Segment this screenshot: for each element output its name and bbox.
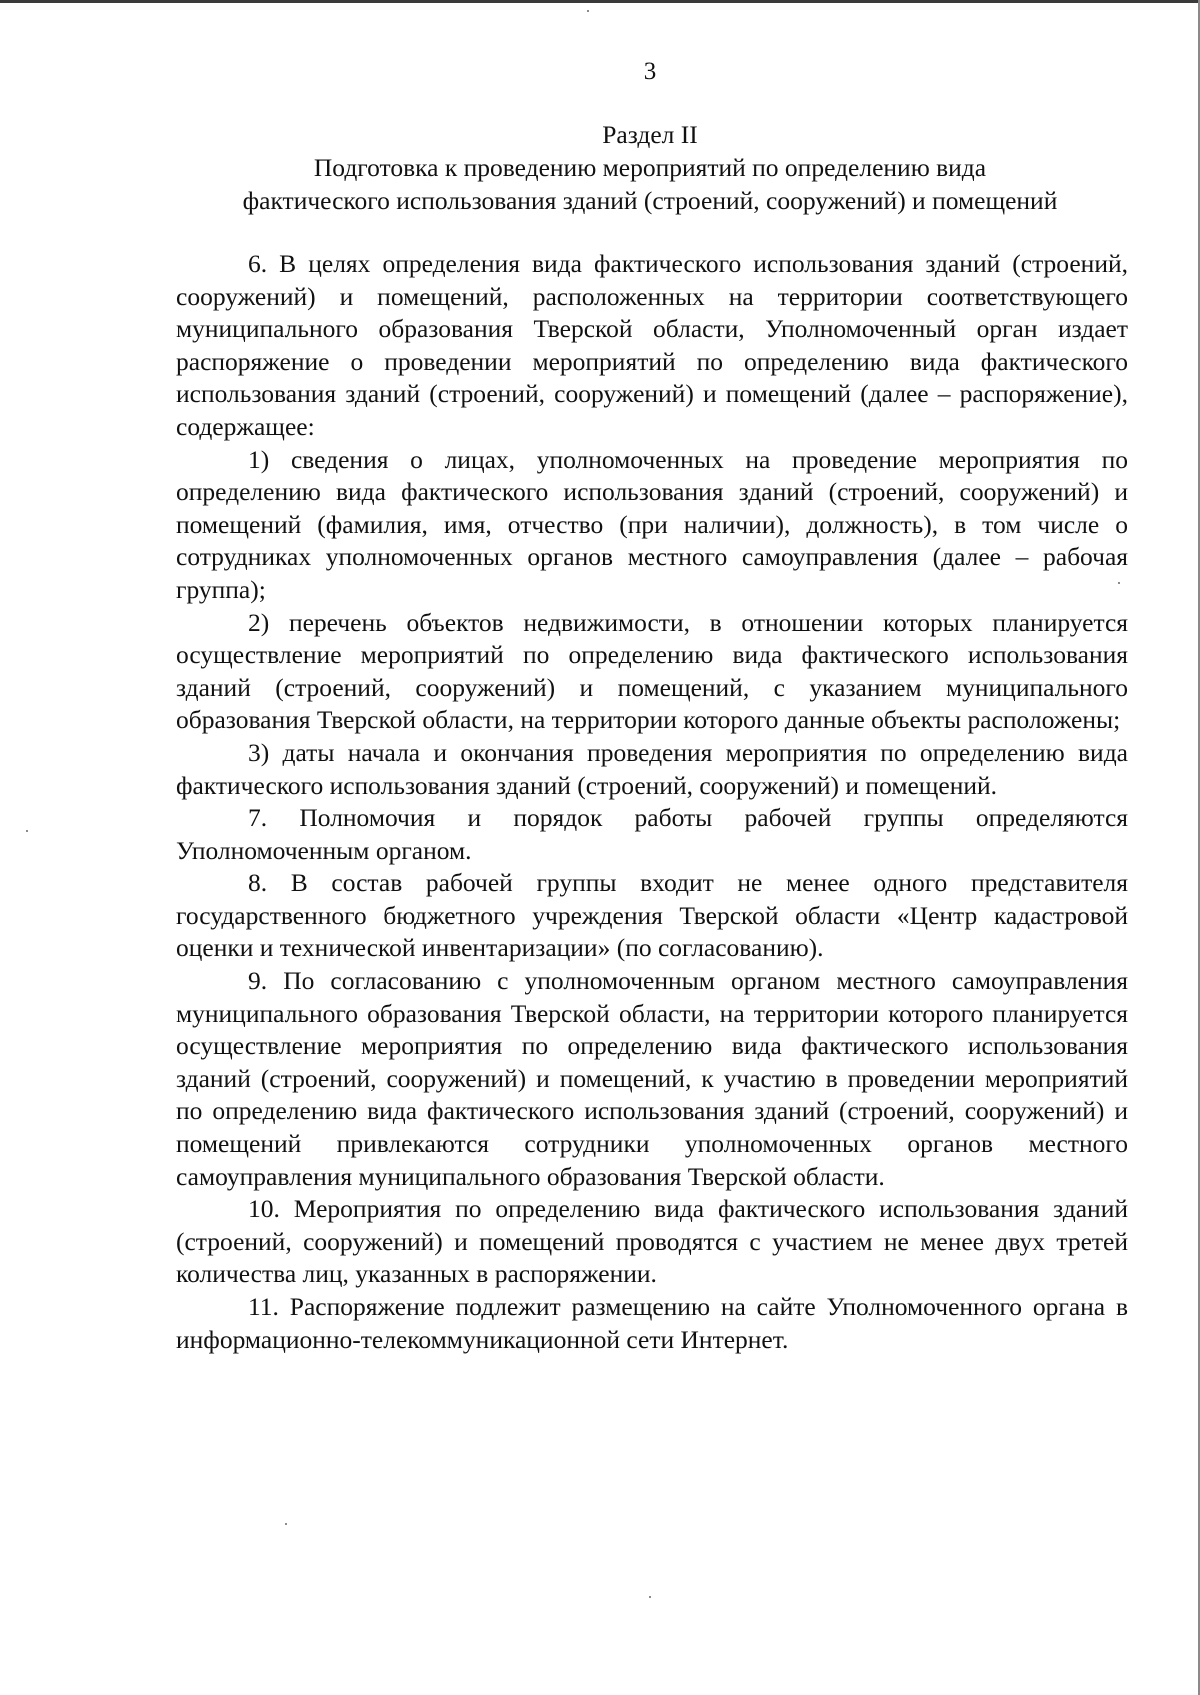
paragraph-11	[176, 1291, 1128, 1356]
paragraph-6-item-3	[176, 737, 1128, 802]
paragraph-6-item-1	[176, 444, 1128, 607]
scan-speck	[26, 830, 28, 832]
paragraph-7	[176, 802, 1128, 867]
paragraph-9	[176, 965, 1128, 1193]
paragraph-text: В целях определения вида фактического использования зданий (строений, сооружений) и помещений, расположенных на территории соответствующего муниципального образования Тверской области, Уполномоченный орган издает распоряжение о проведении мероприятий по определению вида фактического использования зданий (строений, сооружений) и помещений (далее – распоряжение), содержащее:	[176, 249, 1128, 441]
paragraph-number: 8.	[248, 868, 268, 898]
paragraph-8	[176, 867, 1128, 965]
section-subtitle-line-1: Подготовка к проведению мероприятий по определению вида	[313, 153, 987, 182]
section-title: Раздел II	[602, 120, 698, 149]
section-subtitle-line-2: фактического использования зданий (строений, сооружений) и помещений	[242, 186, 1058, 215]
paragraph-number: 6.	[248, 249, 268, 278]
paragraph-text: Распоряжение подлежит размещению на сайте Уполномоченного органа в информационно-телекоммуникационной сети Интернет.	[176, 1292, 1128, 1354]
paragraph-number: 9.	[248, 966, 268, 996]
paragraph-text: Мероприятия по определению вида фактического использования зданий (строений, сооружений) и помещений проводятся с участием не менее двух третей количества лиц, указанных в распоряжении.	[176, 1194, 1128, 1289]
paragraph-6-item-2	[176, 607, 1128, 737]
document-body	[176, 248, 1128, 1356]
paragraph-text: Полномочия и порядок работы рабочей группы определяются Уполномоченным органом.	[176, 803, 1129, 865]
page-number: 3	[643, 58, 657, 85]
scan-edge-top	[0, 0, 1200, 3]
scan-speck	[587, 10, 589, 12]
paragraph-text: даты начала и окончания проведения мероприятия по определению вида фактического использования зданий (строений, сооружений) и помещений.	[176, 737, 1128, 800]
paragraph-10	[176, 1193, 1128, 1291]
paragraph-number: 10.	[248, 1194, 280, 1224]
paragraph-number: 11.	[248, 1292, 279, 1321]
paragraph-text: перечень объектов недвижимости, в отношении которых планируется осуществление мероприятий по определению вида фактического использования зданий (строений, сооружений) и помещений, с указанием муниципального образования Тверской области, на территории которого данные объекты расположены;	[176, 607, 1128, 735]
paragraph-number: 2)	[248, 607, 270, 637]
paragraph-number: 3)	[248, 737, 270, 767]
paragraph-text: В состав рабочей группы входит не менее одного представителя государственного бюджетного учреждения Тверской области «Центр кадастровой оценки и технической инвентаризации» (по согласованию).	[176, 868, 1128, 963]
paragraph-number: 1)	[248, 444, 270, 474]
paragraph-text: сведения о лицах, уполномоченных на проведение мероприятия по определению вида фактического использования зданий (строений, сооружений) и помещений (фамилия, имя, отчество (при наличии), должность), в том числе о сотрудниках уполномоченных органов местного самоуправления (далее – рабочая группа);	[176, 444, 1128, 604]
paragraph-6	[176, 248, 1128, 444]
scan-speck	[649, 1596, 651, 1598]
scan-speck	[285, 1523, 287, 1525]
section-header	[150, 118, 1150, 217]
scan-speck	[1118, 582, 1120, 584]
paragraph-number: 7.	[248, 803, 268, 833]
paragraph-text: По согласованию с уполномоченным органом местного самоуправления муниципального образования Тверской области, на территории которого планируется осуществление мероприятия по определению вида фактического использования зданий (строений, сооружений) и помещений, к участию в проведении мероприятий по определению вида фактического использования зданий (строений, сооружений) и помещений привлекаются сотрудники уполномоченных органов местного самоуправления муниципального образования Тверской области.	[176, 966, 1129, 1191]
